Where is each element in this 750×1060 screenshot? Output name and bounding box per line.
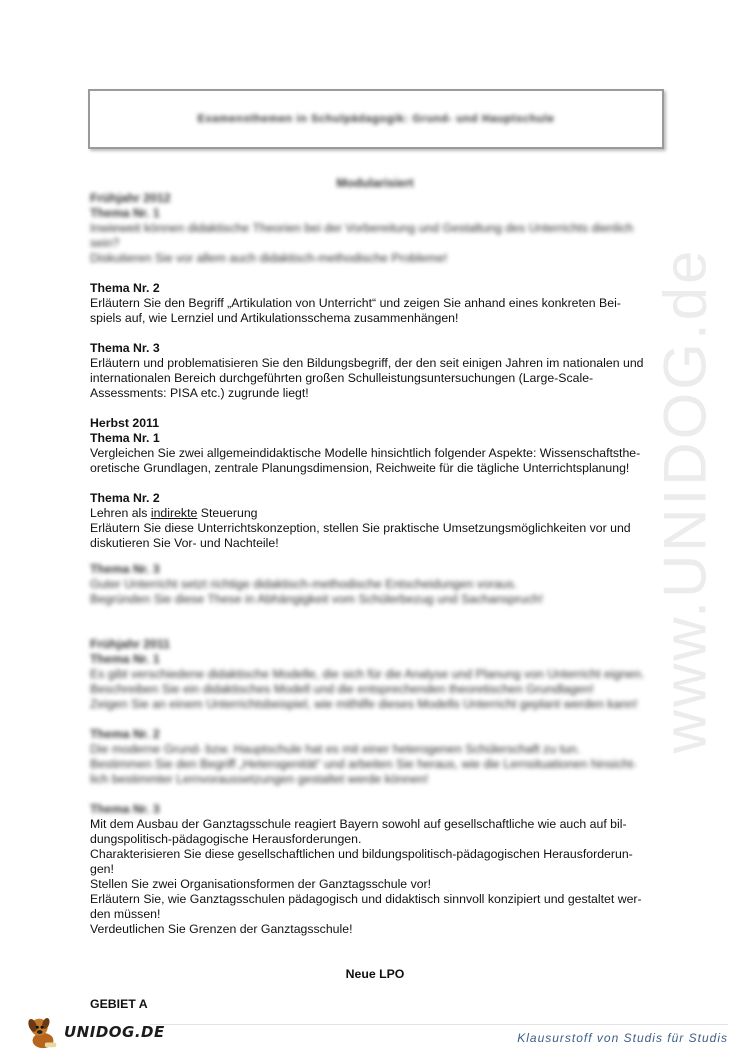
exam-f2012-topic2: [90, 281, 660, 326]
topic-text: Erläutern Sie, wie Ganztagsschulen pädagogisch und didaktisch sinnvoll konzipiert und gestaltet wer-: [90, 892, 642, 906]
topic-text: Assessments: PISA etc.) zugrunde liegt!: [90, 386, 309, 400]
exam-f2011-topic1: [90, 637, 660, 712]
dog-logo-icon: [24, 1013, 62, 1051]
season-heading: Frühjahr 2011: [90, 637, 170, 651]
topic-title: Thema Nr. 3: [90, 562, 160, 576]
logo-text: UNIDOG.DE: [64, 1023, 165, 1041]
topic-text: Vergleichen Sie zwei allgemeindidaktische Modelle hinsichtlich folgender Aspekte: Wissenschaftsthe-: [90, 446, 641, 460]
season-heading: Herbst 2011: [90, 416, 160, 430]
topic-text: spiels auf, wie Lernziel und Artikulationsschema zusammenhängen!: [90, 311, 459, 325]
topic-text: Erläutern Sie den Begriff „Artikulation von Unterricht“ und zeigen Sie anhand eines konkreten Bei-: [90, 296, 621, 310]
topic-text: Beschreiben Sie ein didaktisches Modell und die entsprechenden theoretischen Grundlagen!: [90, 682, 594, 696]
exam-h2011-topic2: [90, 491, 660, 547]
topic-text: internationalen Bereich durchgeführten großen Schulleistungsuntersuchungen (Large-Scale-: [90, 371, 594, 385]
underlined-word: indirekte: [150, 506, 198, 520]
neue-lpo-heading: Neue LPO: [345, 967, 405, 981]
topic-title: Thema Nr. 3: [90, 341, 160, 355]
topic-text: Inwieweit können didaktische Theorien bei der Vorbereitung und Gestaltung des Unterrichts dienlich sein?: [90, 221, 634, 250]
topic-text: Lehren als indirekte Steuerung: [90, 506, 258, 520]
footer-divider: [150, 1024, 728, 1025]
season-heading: Frühjahr 2012: [90, 191, 171, 205]
topic-text: Die moderne Grund- bzw. Hauptschule hat es mit einer heterogenen Schülerschaft zu tun.: [90, 742, 581, 756]
topic-title: Thema Nr. 2: [90, 491, 160, 505]
topic-text: Guter Unterricht setzt richtige didaktisch-methodische Entscheidungen voraus.: [90, 577, 518, 591]
topic-text: Charakterisieren Sie diese gesellschaftlichen und bildungspolitisch-pädagogischen Herausforderun-: [90, 847, 633, 861]
gebiet-heading: GEBIET A: [90, 997, 148, 1011]
exam-f2011-topic2: [90, 727, 660, 787]
topic-title: Thema Nr. 1: [90, 652, 160, 666]
section-label: Modularisiert: [336, 176, 414, 190]
topic-title: Thema Nr. 3: [90, 802, 160, 816]
topic-title: Thema Nr. 2: [90, 727, 160, 741]
exam-h2011-topic1: [90, 416, 660, 476]
watermark-text: www.UNIDOG.de: [651, 247, 719, 753]
topic-text: Verdeutlichen Sie Grenzen der Ganztagsschule!: [90, 922, 353, 936]
exam-f2012-topic3: [90, 341, 660, 401]
topic-text: dungspolitisch-pädagogische Herausforderungen.: [90, 832, 362, 846]
document-content: [90, 176, 660, 1012]
topic-text: Stellen Sie zwei Organisationsformen der Ganztagsschule vor!: [90, 877, 432, 891]
exam-f2011-topic3: [90, 802, 660, 937]
topic-text: Zeigen Sie an einem Unterrichtsbeispiel, wie mithilfe dieses Modells Unterricht geplant werden kann!: [90, 697, 638, 711]
page-title: Examensthemen in Schulpädagogik: Grund- und Hauptschule: [197, 113, 555, 125]
topic-title: Thema Nr. 2: [90, 281, 160, 295]
topic-title: Thema Nr. 1: [90, 431, 160, 445]
topic-text: Erläutern Sie diese Unterrichtskonzeption, stellen Sie praktische Umsetzungsmöglichkeiten vor und: [90, 521, 631, 535]
topic-text: oretische Grundlagen, zentrale Planungsdimension, Reichweite für die tägliche Unterrichtsplanung!: [90, 461, 630, 475]
topic-text: den müssen!: [90, 907, 161, 921]
exam-h2011-topic3: [90, 562, 660, 607]
topic-text: Es gibt verschiedene didaktische Modelle, die sich für die Analyse und Planung von Unterricht eignen.: [90, 667, 645, 681]
topic-title: Thema Nr. 1: [90, 206, 160, 220]
footer-logo: [24, 1012, 165, 1052]
topic-text: Diskutieren Sie vor allem auch didaktisch-methodische Probleme!: [90, 251, 448, 265]
exam-f2012-topic1: [90, 191, 660, 266]
topic-text: gen!: [90, 862, 114, 876]
topic-text: Begründen Sie diese These in Abhängigkeit vom Schülerbezug und Sachanspruch!: [90, 592, 544, 606]
topic-text: Bestimmen Sie den Begriff „Heterogenität“ und arbeiten Sie heraus, wie die Lernsituationen hinsicht-: [90, 757, 637, 771]
topic-text: Erläutern und problematisieren Sie den Bildungsbegriff, der den seit einigen Jahren im nationalen und: [90, 356, 644, 370]
topic-text: lich bestimmter Lernvoraussetzungen gestaltet werde können!: [90, 772, 429, 786]
footer-tagline: Klausurstoff von Studis für Studis: [517, 1031, 728, 1045]
title-box: [88, 89, 664, 149]
topic-text: Mit dem Ausbau der Ganztagsschule reagiert Bayern sowohl auf gesellschaftliche wie auch auf bil-: [90, 817, 627, 831]
topic-text: diskutieren Sie Vor- und Nachteile!: [90, 536, 279, 547]
